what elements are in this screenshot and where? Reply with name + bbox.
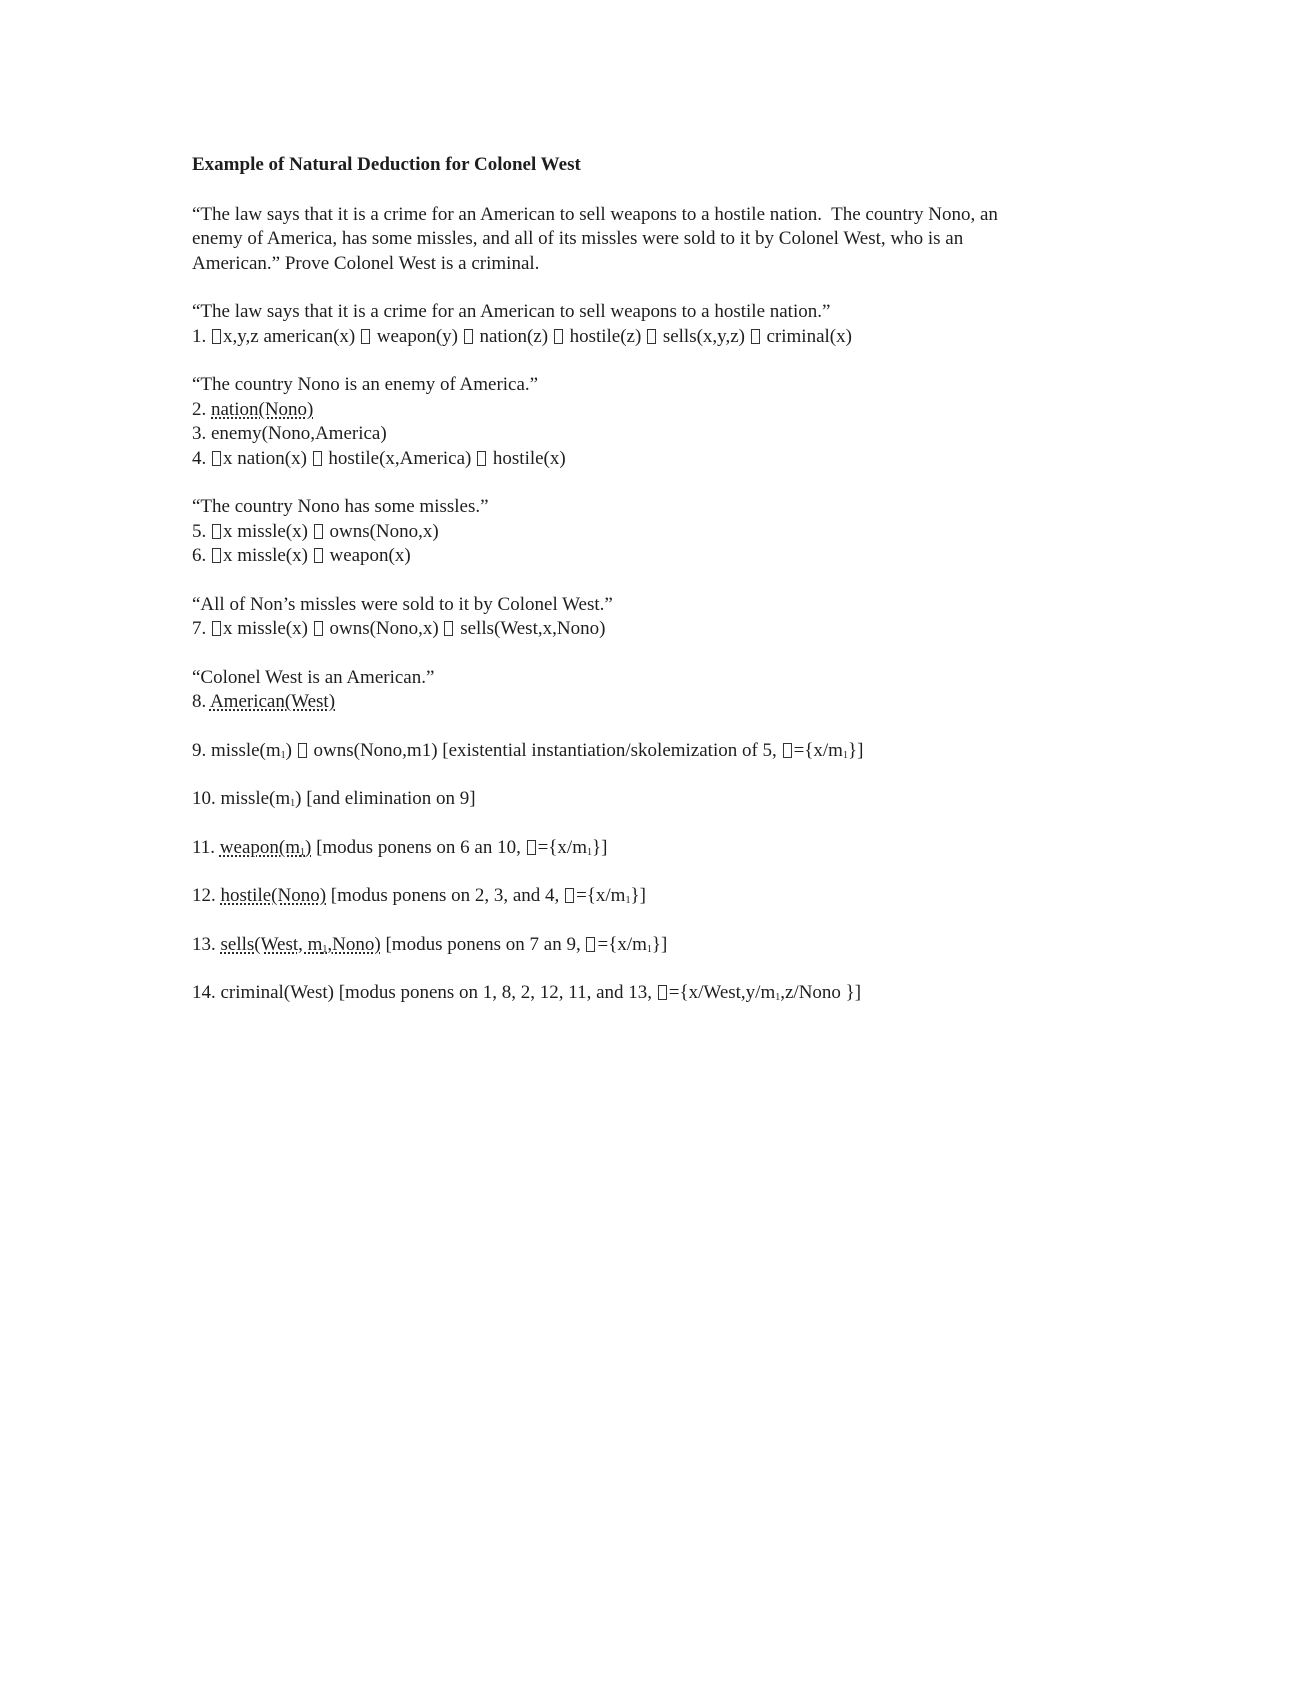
step-text: [modus ponens on 7 an 9, [380, 933, 586, 955]
step-text: weapon(m [219, 836, 300, 858]
formula-text: enemy(Nono,America) [211, 423, 387, 444]
subscript: 1 [280, 749, 286, 761]
missing-glyph-icon [554, 329, 563, 344]
step-number: 13. [192, 933, 216, 955]
step-number: 10. [192, 788, 216, 809]
missing-glyph-icon [464, 329, 473, 344]
formula-8 [192, 690, 1112, 715]
step-line [192, 933, 1112, 958]
intro-line-3: American.” Prove Colonel West is a criminal. [192, 252, 540, 274]
step-text: ) [285, 739, 297, 761]
formula-text: nation(Nono) [211, 398, 314, 420]
missing-glyph-icon [313, 451, 322, 466]
step-text: ) [and elimination on 9] [295, 788, 476, 809]
intro-line-2: enemy of America, has some missles, and all of its missles were sold to it by Colonel West, who is an [192, 228, 964, 249]
step-text: }] [651, 933, 668, 955]
missing-glyph-icon [212, 451, 221, 466]
step-text: ,z/Nono }] [780, 982, 862, 1003]
missing-glyph-icon [586, 937, 595, 952]
step-line [192, 739, 1112, 764]
subscript: 1 [300, 846, 305, 858]
step-underlined [221, 934, 381, 955]
missing-glyph-icon [477, 451, 486, 466]
formula-text: American(West) [209, 691, 336, 712]
subscript: 1 [646, 943, 652, 955]
step-11 [192, 836, 1112, 861]
formula-2 [192, 398, 1112, 423]
missing-glyph-icon [658, 985, 667, 1000]
intro-paragraph [192, 203, 1112, 277]
step-text: }] [592, 836, 608, 858]
step-text: sells(West, m [220, 933, 323, 955]
step-9 [192, 739, 1112, 764]
formula-1 [192, 325, 1112, 350]
step-text: owns(Nono,m1) [existential instantiation/skolemization of 5, [308, 739, 782, 761]
formula-number: 2. [192, 398, 207, 420]
quote-american: “Colonel West is an American.” [192, 666, 435, 688]
quote-law: “The law says that it is a crime for an American to sell weapons to a hostile nation.” [192, 301, 831, 322]
formula-text: hostile(z) [564, 325, 647, 347]
step-text: ) [305, 836, 312, 858]
missing-glyph-icon [212, 524, 221, 539]
subscript: 1 [775, 992, 781, 1003]
step-number: 12. [192, 885, 216, 906]
step-text: ={x/m [793, 739, 843, 761]
formula-text: x,y,z american(x) [223, 325, 360, 347]
quote-missles: “The country Nono has some missles.” [192, 496, 489, 517]
formula-text: x missle(x) [223, 618, 313, 639]
subscript: 1 [322, 943, 328, 955]
step-number: 11. [192, 836, 216, 858]
formula-text: hostile(x,America) [323, 447, 477, 469]
step-line [192, 787, 1112, 812]
missing-glyph-icon [361, 329, 370, 344]
step-14 [192, 981, 1112, 1006]
step-line [192, 981, 1112, 1006]
missing-glyph-icon [751, 329, 760, 344]
formula-text: owns(Nono,x) [324, 520, 439, 542]
subscript: 1 [587, 846, 592, 858]
formula-text: nation(z) [474, 325, 553, 347]
step-text: ,Nono) [327, 933, 381, 955]
formula-text: sells(x,y,z) [658, 325, 750, 347]
missing-glyph-icon [527, 840, 536, 855]
step-10 [192, 787, 1112, 812]
formula-text: weapon(y) [371, 325, 463, 347]
formula-text: owns(Nono,x) [324, 618, 444, 639]
section-sold [192, 593, 1112, 642]
subscript: 1 [842, 749, 848, 761]
missing-glyph-icon [298, 743, 307, 758]
formula-text: hostile(x) [488, 447, 566, 469]
step-text: [modus ponens on 2, 3, and 4, [326, 885, 565, 906]
step-text: ={x/m [576, 885, 626, 906]
section-enemy [192, 373, 1112, 471]
missing-glyph-icon [444, 621, 453, 636]
missing-glyph-icon [212, 621, 221, 636]
step-text: }] [630, 885, 646, 906]
section-law [192, 300, 1112, 349]
step-text: ={x/West,y/m [668, 982, 776, 1003]
intro-line-1: “The law says that it is a crime for an American to sell weapons to a hostile nation. The country Nono, an [192, 203, 998, 225]
formula-4 [192, 447, 1112, 472]
step-number: 14. [192, 982, 216, 1003]
formula-number: 3. [192, 423, 207, 444]
step-underlined: hostile(Nono) [220, 885, 327, 906]
formula-3 [192, 422, 1112, 447]
formula-5 [192, 520, 1112, 545]
step-number: 9. [192, 739, 207, 761]
formula-text: weapon(x) [324, 545, 411, 566]
step-underlined [220, 837, 312, 858]
step-12 [192, 884, 1112, 909]
formula-7 [192, 617, 1112, 642]
subscript: 1 [625, 895, 631, 906]
step-text: [modus ponens on 6 an 10, [311, 836, 526, 858]
formula-number: 5. [192, 520, 207, 542]
step-13 [192, 933, 1112, 958]
formula-number: 6. [192, 545, 207, 566]
missing-glyph-icon [783, 743, 792, 758]
missing-glyph-icon [314, 548, 323, 563]
section-american [192, 666, 1112, 715]
document-title: Example of Natural Deduction for Colonel West [192, 154, 581, 175]
formula-text: x nation(x) [223, 447, 312, 469]
step-text: ={x/m [537, 836, 587, 858]
step-text: missle(m [211, 739, 281, 761]
formula-number: 4. [192, 447, 207, 469]
formula-6 [192, 544, 1112, 569]
subscript: 1 [290, 798, 296, 809]
section-missles [192, 495, 1112, 569]
document-page [192, 153, 1112, 1030]
missing-glyph-icon [212, 548, 221, 563]
formula-number: 1. [192, 325, 207, 347]
step-text: }] [847, 739, 864, 761]
missing-glyph-icon [565, 888, 574, 903]
formula-text: x missle(x) [223, 545, 313, 566]
formula-number: 8. [192, 691, 207, 712]
missing-glyph-icon [212, 329, 221, 344]
step-text: ={x/m [597, 933, 647, 955]
formula-number: 7. [192, 618, 207, 639]
missing-glyph-icon [314, 524, 323, 539]
formula-text: x missle(x) [223, 520, 313, 542]
step-text: missle(m [220, 788, 291, 809]
quote-enemy: “The country Nono is an enemy of America.” [192, 374, 539, 395]
formula-text: criminal(x) [761, 325, 852, 347]
step-line [192, 836, 1112, 861]
step-line [192, 884, 1112, 909]
step-text: criminal(West) [modus ponens on 1, 8, 2, 12, 11, and 13, [220, 982, 657, 1003]
missing-glyph-icon [314, 621, 323, 636]
quote-sold: “All of Non’s missles were sold to it by Colonel West.” [192, 593, 613, 615]
formula-text: sells(West,x,Nono) [455, 618, 606, 639]
missing-glyph-icon [647, 329, 656, 344]
